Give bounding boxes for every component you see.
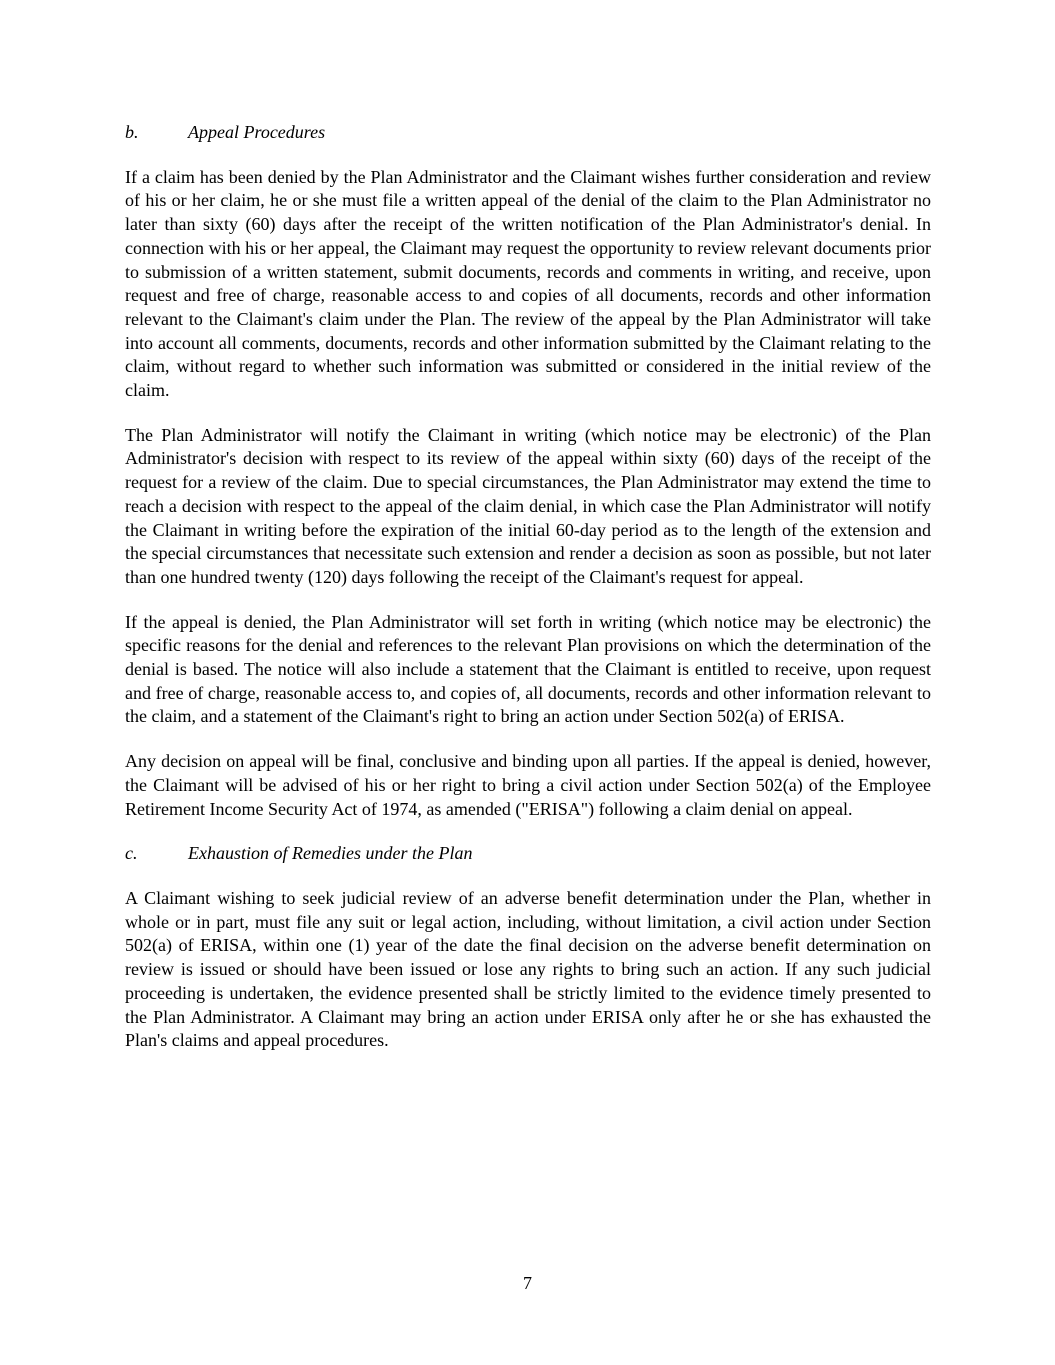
body-paragraph: Any decision on appeal will be final, conclusive and binding upon all parties. If the appeal is denied, however, the Claimant will be advised of his or her right to bring a civil action under Section 502(a) of the Employee Retirement Income Security Act of 1974, as amended ("ERISA") following a claim denial on appeal.	[125, 751, 931, 819]
section-heading	[125, 121, 931, 145]
heading-title: Appeal Procedures	[188, 122, 326, 142]
heading-label: c.	[125, 843, 138, 864]
document-content	[125, 121, 931, 1074]
body-paragraph: If the appeal is denied, the Plan Administrator will set forth in writing (which notice may be electronic) the specific reasons for the denial and references to the relevant Plan provisions on which the determination of the denial is based. The notice will also include a statement that the Claimant is entitled to receive, upon request and free of charge, reasonable access to, and copies of, all documents, records and other information relevant to the claim, and a statement of the Claimant's right to bring an action under Section 502(a) of ERISA.	[125, 611, 931, 727]
body-paragraph: A Claimant wishing to seek judicial review of an adverse benefit determination under the Plan, whether in whole or in part, must file any suit or legal action, including, without limitation, a civil action under Section 502(a) of ERISA, within one (1) year of the date the final decision on the adverse benefit determination on review is issued or should have been issued or lose any rights to bring such an action. If any such judicial proceeding is undertaken, the evidence presented shall be strictly limited to the evidence timely presented to the Plan Administrator. A Claimant may bring an action under ERISA only after he or she has exhausted the Plan's claims and appeal procedures.	[125, 887, 931, 1051]
page-number: 7	[523, 1273, 532, 1293]
heading-title: Exhaustion of Remedies under the Plan	[188, 843, 473, 864]
body-paragraph: If a claim has been denied by the Plan Administrator and the Claimant wishes further consideration and review of his or her claim, he or she must file a written appeal of the denial of the claim to the Plan Administrator no later than sixty (60) days after the receipt of the written notification of the Plan Administrator's denial. In connection with his or her appeal, the Claimant may request the opportunity to review relevant documents prior to submission of a written statement, submit documents, records and comments in writing, and receive, upon request and free of charge, reasonable access to and copies of all documents, records and other information relevant to the Claimant's claim under the Plan. The review of the appeal by the Plan Administrator will take into account all comments, documents, records and other information submitted by the Claimant relating to the claim, without regard to whether such information was submitted or considered in the initial review of the claim.	[125, 166, 931, 401]
body-paragraph: The Plan Administrator will notify the Claimant in writing (which notice may be electronic) of the Plan Administrator's decision with respect to its review of the appeal within sixty (60) days of the receipt of the request for a review of the claim. Due to special circumstances, the Plan Administrator may extend the time to reach a decision with respect to the appeal of the claim denial, in which case the Plan Administrator will notify the Claimant in writing before the expiration of the initial 60-day period as to the length of the extension and the special circumstances that necessitate such extension and render a decision as soon as possible, but not later than one hundred twenty (120) days following the receipt of the Claimant's request for appeal.	[125, 424, 931, 587]
heading-label: b.	[125, 122, 139, 142]
section-heading	[125, 842, 931, 866]
